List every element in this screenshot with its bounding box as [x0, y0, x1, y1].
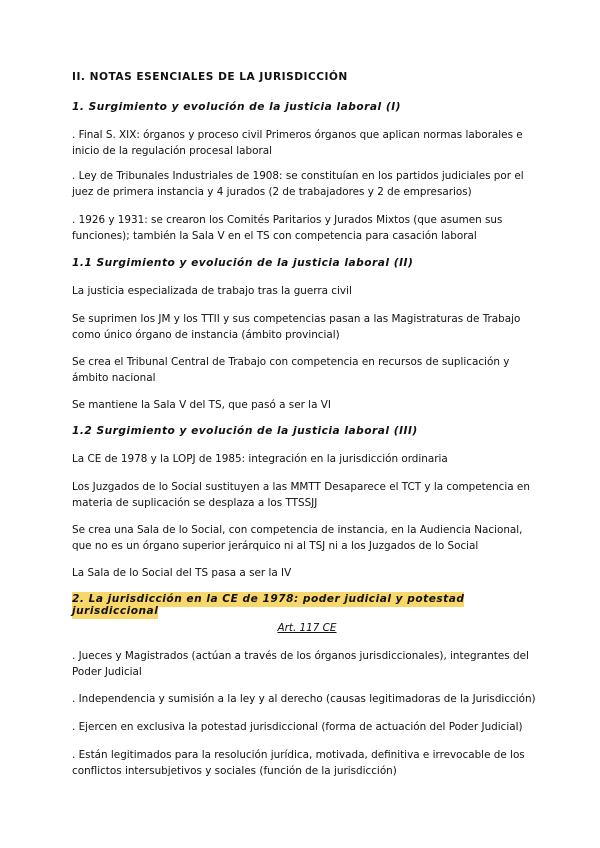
paragraph: La justicia especializada de trabajo tras la guerra civil	[72, 285, 352, 297]
highlighted-heading: 2. La jurisdicción en la CE de 1978: poder judicial y potestad jurisdiccional	[72, 593, 465, 617]
heading-1-1: 1.1 Surgimiento y evolución de la justicia laboral (II)	[72, 257, 414, 269]
paragraph: Los Juzgados de lo Social sustituyen a las MMTT Desaparece el TCT y la competencia en materia de suplicación se desplaza a los TTSSJJ	[72, 481, 530, 509]
section-title: II. NOTAS ESENCIALES DE LA JURISDICCIÓN	[72, 71, 348, 83]
paragraph: . Final S. XIX: órganos y proceso civil Primeros órganos que aplican normas laborales e inicio de la regulación procesal laboral	[72, 129, 523, 157]
paragraph: . Independencia y sumisión a la ley y al derecho (causas legitimadoras de la Jurisdicción)	[72, 693, 536, 705]
paragraph: . Jueces y Magistrados (actúan a través de los órganos jurisdiccionales), integrantes del Poder Judicial	[72, 650, 529, 678]
paragraph: . Ley de Tribunales Industriales de 1908: se constituían en los partidos judiciales por el juez de primera instancia y 4 jurados (2 de trabajadores y 2 de empresarios)	[72, 170, 524, 198]
paragraph: . Están legitimados para la resolución jurídica, motivada, definitiva e irrevocable de los conflictos intersubjetivos y sociales (función de la jurisdicción)	[72, 749, 525, 777]
heading-1-2: 1.2 Surgimiento y evolución de la justicia laboral (III)	[72, 425, 418, 437]
paragraph: La Sala de lo Social del TS pasa a ser la IV	[72, 567, 292, 579]
paragraph: . Ejercen en exclusiva la potestad jurisdiccional (forma de actuación del Poder Judicial)	[72, 721, 523, 733]
paragraph: Se crea una Sala de lo Social, con competencia de instancia, en la Audiencia Nacional, que no es un órgano superior jerárquico ni al TSJ ni a los Juzgados de lo Social	[72, 524, 523, 552]
article-reference: Art. 117 CE	[277, 622, 337, 634]
paragraph: La CE de 1978 y la LOPJ de 1985: integración en la jurisdicción ordinaria	[72, 453, 448, 465]
paragraph: . 1926 y 1931: se crearon los Comités Paritarios y Jurados Mixtos (que asumen sus funciones); también la Sala V en el TS con competencia para casación laboral	[72, 214, 503, 242]
heading-1: 1. Surgimiento y evolución de la justicia laboral (I)	[72, 101, 401, 113]
paragraph: Se crea el Tribunal Central de Trabajo con competencia en recursos de suplicación y ámbito nacional	[72, 356, 510, 384]
paragraph: Se suprimen los JM y los TTII y sus competencias pasan a las Magistraturas de Trabajo como único órgano de instancia (ámbito provincial)	[72, 313, 521, 341]
heading-2	[72, 593, 552, 617]
paragraph: Se mantiene la Sala V del TS, que pasó a ser la VI	[72, 399, 331, 411]
